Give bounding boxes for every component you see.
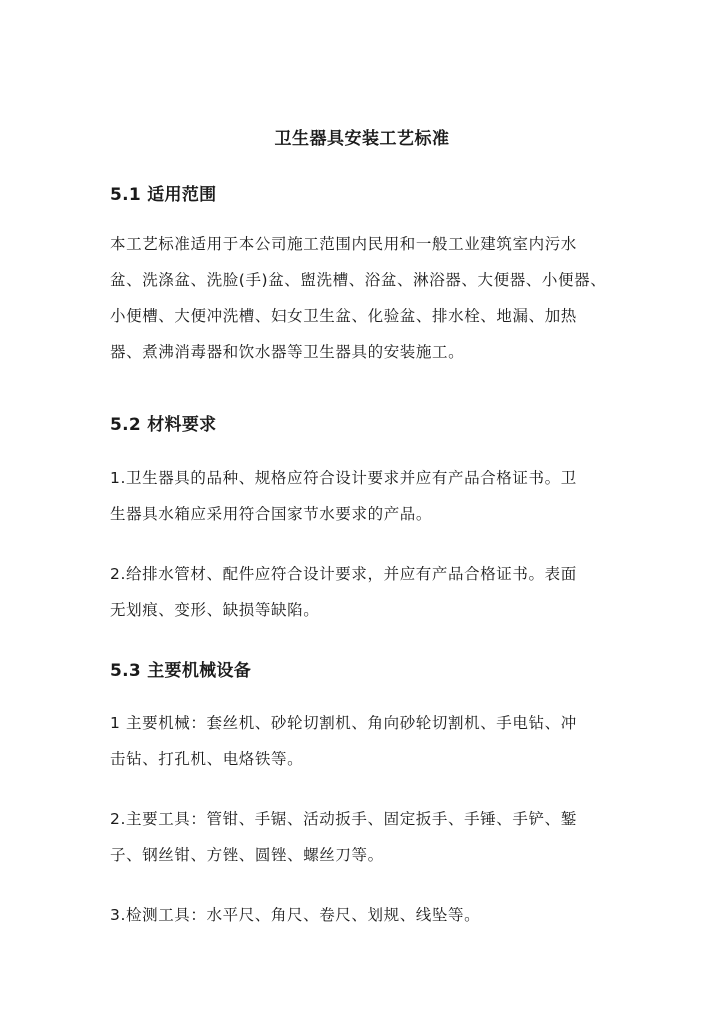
- section-heading-5-3: 5.3 主要机械设备: [110, 661, 252, 681]
- section-5-2-paragraph-1: [110, 460, 630, 532]
- paragraph-line: 器、煮沸消毒器和饮水器等卫生器具的安装施工。: [110, 343, 465, 361]
- section-5-2-paragraph-2: [110, 556, 630, 628]
- paragraph-line: 生器具水箱应采用符合国家节水要求的产品。: [110, 505, 433, 523]
- section-heading-5-1: 5.1 适用范围: [110, 185, 217, 205]
- paragraph-line: 1 主要机械：套丝机、砂轮切割机、角向砂轮切割机、手电钻、冲: [110, 714, 577, 732]
- paragraph-line: 盆、洗涤盆、洗脸(手)盆、盥洗槽、浴盆、淋浴器、大便器、小便器、: [110, 271, 607, 289]
- paragraph-line: 无划痕、变形、缺损等缺陷。: [110, 601, 320, 619]
- section-5-3-paragraph-3: [110, 897, 630, 933]
- section-5-3-paragraph-1: [110, 705, 630, 777]
- section-5-1-paragraph-1: [110, 226, 630, 370]
- paragraph-line: 3.检测工具：水平尺、角尺、卷尺、划规、线坠等。: [110, 906, 481, 924]
- paragraph-line: 2.主要工具：管钳、手锯、活动扳手、固定扳手、手锤、手铲、錾: [110, 810, 577, 828]
- paragraph-line: 子、钢丝钳、方锉、圆锉、螺丝刀等。: [110, 846, 384, 864]
- paragraph-line: 1.卫生器具的品种、规格应符合设计要求并应有产品合格证书。卫: [110, 469, 577, 487]
- section-5-3-paragraph-2: [110, 801, 630, 873]
- document-title: 卫生器具安装工艺标准: [274, 129, 450, 149]
- paragraph-line: 小便槽、大便冲洗槽、妇女卫生盆、化验盆、排水栓、地漏、加热: [110, 307, 577, 325]
- section-heading-5-2: 5.2 材料要求: [110, 415, 217, 435]
- paragraph-line: 击钻、打孔机、电烙铁等。: [110, 750, 304, 768]
- paragraph-line: 2.给排水管材、配件应符合设计要求，并应有产品合格证书。表面: [110, 565, 577, 583]
- paragraph-line: 本工艺标准适用于本公司施工范围内民用和一般工业建筑室内污水: [110, 235, 577, 253]
